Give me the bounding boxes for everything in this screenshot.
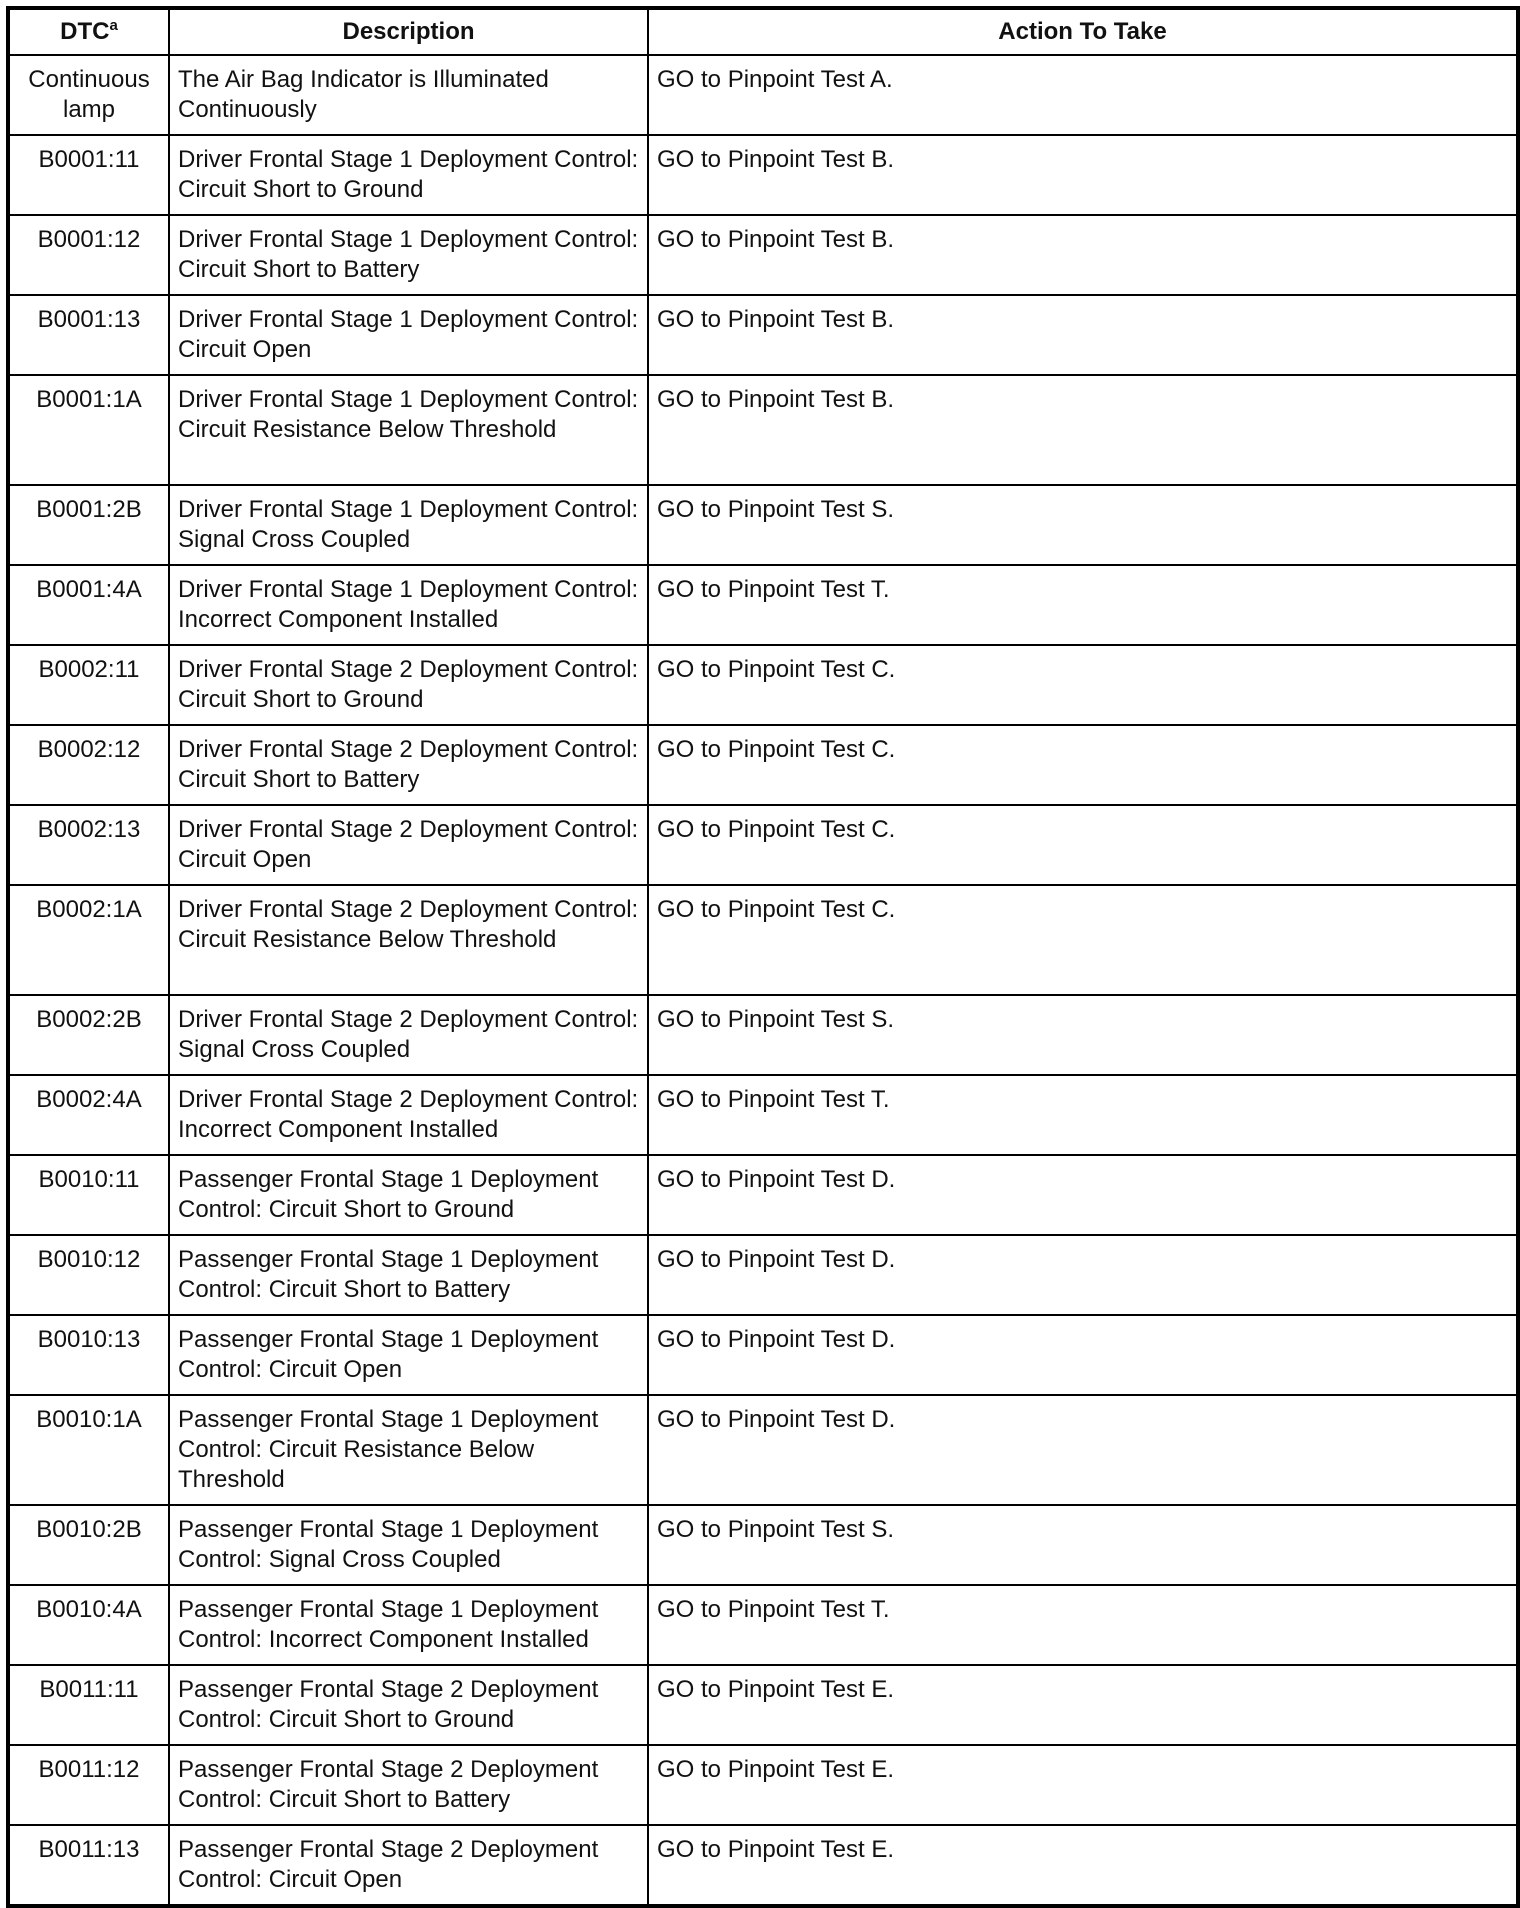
table-row	[8, 1745, 1518, 1825]
table-row	[8, 645, 1518, 725]
table-row	[8, 1825, 1518, 1906]
dtc-cell: B0002:13	[8, 805, 169, 885]
table-row	[8, 885, 1518, 995]
description-cell: Passenger Frontal Stage 1 Deployment Control: Circuit Resistance Below Threshold	[169, 1395, 648, 1505]
table-row	[8, 1235, 1518, 1315]
action-cell: GO to Pinpoint Test C.	[648, 885, 1518, 995]
action-cell: GO to Pinpoint Test C.	[648, 645, 1518, 725]
action-cell: GO to Pinpoint Test S.	[648, 1505, 1518, 1585]
table-row	[8, 485, 1518, 565]
table-row	[8, 135, 1518, 215]
dtc-cell: B0010:12	[8, 1235, 169, 1315]
header-dtc-label: DTC	[60, 18, 110, 45]
action-cell: GO to Pinpoint Test D.	[648, 1155, 1518, 1235]
description-cell: Passenger Frontal Stage 1 Deployment Control: Circuit Open	[169, 1315, 648, 1395]
table-row	[8, 1505, 1518, 1585]
table-row	[8, 995, 1518, 1075]
description-cell: Driver Frontal Stage 1 Deployment Control: Signal Cross Coupled	[169, 485, 648, 565]
dtc-cell: B0011:11	[8, 1665, 169, 1745]
table-row	[8, 1585, 1518, 1665]
action-cell: GO to Pinpoint Test T.	[648, 565, 1518, 645]
description-cell: Passenger Frontal Stage 1 Deployment Control: Circuit Short to Ground	[169, 1155, 648, 1235]
table-row	[8, 1665, 1518, 1745]
table-row	[8, 1395, 1518, 1505]
dtc-cell: B0002:2B	[8, 995, 169, 1075]
action-cell: GO to Pinpoint Test S.	[648, 995, 1518, 1075]
action-cell: GO to Pinpoint Test D.	[648, 1315, 1518, 1395]
dtc-document	[6, 6, 1520, 1908]
action-cell: GO to Pinpoint Test C.	[648, 805, 1518, 885]
description-cell: Passenger Frontal Stage 1 Deployment Control: Incorrect Component Installed	[169, 1585, 648, 1665]
table-row	[8, 295, 1518, 375]
description-cell: Driver Frontal Stage 2 Deployment Control: Circuit Resistance Below Threshold	[169, 885, 648, 995]
description-cell: Driver Frontal Stage 1 Deployment Control: Circuit Short to Battery	[169, 215, 648, 295]
description-cell: Driver Frontal Stage 1 Deployment Control: Circuit Open	[169, 295, 648, 375]
dtc-cell: B0010:11	[8, 1155, 169, 1235]
action-cell: GO to Pinpoint Test T.	[648, 1585, 1518, 1665]
action-cell: GO to Pinpoint Test C.	[648, 725, 1518, 805]
dtc-cell: B0002:12	[8, 725, 169, 805]
dtc-cell: B0001:12	[8, 215, 169, 295]
description-cell: Driver Frontal Stage 2 Deployment Control: Incorrect Component Installed	[169, 1075, 648, 1155]
dtc-cell: B0001:1A	[8, 375, 169, 485]
action-cell: GO to Pinpoint Test D.	[648, 1235, 1518, 1315]
dtc-cell: B0002:1A	[8, 885, 169, 995]
description-cell: Driver Frontal Stage 1 Deployment Control: Circuit Resistance Below Threshold	[169, 375, 648, 485]
dtc-cell: B0001:2B	[8, 485, 169, 565]
description-cell: Passenger Frontal Stage 2 Deployment Control: Circuit Short to Ground	[169, 1665, 648, 1745]
header-description: Description	[169, 8, 648, 55]
action-cell: GO to Pinpoint Test B.	[648, 295, 1518, 375]
action-cell: GO to Pinpoint Test E.	[648, 1665, 1518, 1745]
description-cell: Driver Frontal Stage 1 Deployment Control: Incorrect Component Installed	[169, 565, 648, 645]
description-cell: Driver Frontal Stage 2 Deployment Control: Circuit Open	[169, 805, 648, 885]
action-cell: GO to Pinpoint Test B.	[648, 215, 1518, 295]
dtc-cell: B0011:12	[8, 1745, 169, 1825]
dtc-cell: B0010:4A	[8, 1585, 169, 1665]
action-cell: GO to Pinpoint Test B.	[648, 375, 1518, 485]
description-cell: Passenger Frontal Stage 2 Deployment Control: Circuit Short to Battery	[169, 1745, 648, 1825]
action-cell: GO to Pinpoint Test T.	[648, 1075, 1518, 1155]
action-cell: GO to Pinpoint Test B.	[648, 135, 1518, 215]
table-row	[8, 215, 1518, 295]
dtc-table	[6, 6, 1520, 1908]
dtc-cell: Continuous lamp	[8, 55, 169, 135]
dtc-cell: B0002:4A	[8, 1075, 169, 1155]
table-row	[8, 805, 1518, 885]
action-cell: GO to Pinpoint Test E.	[648, 1745, 1518, 1825]
header-dtc-footnote-marker: a	[109, 17, 118, 34]
dtc-cell: B0010:13	[8, 1315, 169, 1395]
description-cell: Driver Frontal Stage 2 Deployment Control: Circuit Short to Battery	[169, 725, 648, 805]
dtc-cell: B0001:11	[8, 135, 169, 215]
table-row	[8, 1155, 1518, 1235]
action-cell: GO to Pinpoint Test A.	[648, 55, 1518, 135]
description-cell: Driver Frontal Stage 1 Deployment Control: Circuit Short to Ground	[169, 135, 648, 215]
table-header-row	[8, 8, 1518, 55]
dtc-cell: B0001:13	[8, 295, 169, 375]
description-cell: Passenger Frontal Stage 1 Deployment Control: Circuit Short to Battery	[169, 1235, 648, 1315]
dtc-cell: B0010:1A	[8, 1395, 169, 1505]
table-row	[8, 55, 1518, 135]
action-cell: GO to Pinpoint Test S.	[648, 485, 1518, 565]
action-cell: GO to Pinpoint Test D.	[648, 1395, 1518, 1505]
description-cell: Driver Frontal Stage 2 Deployment Control: Circuit Short to Ground	[169, 645, 648, 725]
description-cell: Passenger Frontal Stage 2 Deployment Control: Circuit Open	[169, 1825, 648, 1906]
table-row	[8, 1315, 1518, 1395]
header-dtc	[8, 8, 169, 55]
dtc-cell: B0010:2B	[8, 1505, 169, 1585]
table-row	[8, 725, 1518, 805]
action-cell: GO to Pinpoint Test E.	[648, 1825, 1518, 1906]
table-row	[8, 565, 1518, 645]
table-row	[8, 375, 1518, 485]
dtc-cell: B0001:4A	[8, 565, 169, 645]
header-action: Action To Take	[648, 8, 1518, 55]
description-cell: Driver Frontal Stage 2 Deployment Control: Signal Cross Coupled	[169, 995, 648, 1075]
dtc-cell: B0002:11	[8, 645, 169, 725]
table-row	[8, 1075, 1518, 1155]
dtc-cell: B0011:13	[8, 1825, 169, 1906]
description-cell: Passenger Frontal Stage 1 Deployment Control: Signal Cross Coupled	[169, 1505, 648, 1585]
description-cell: The Air Bag Indicator is Illuminated Continuously	[169, 55, 648, 135]
